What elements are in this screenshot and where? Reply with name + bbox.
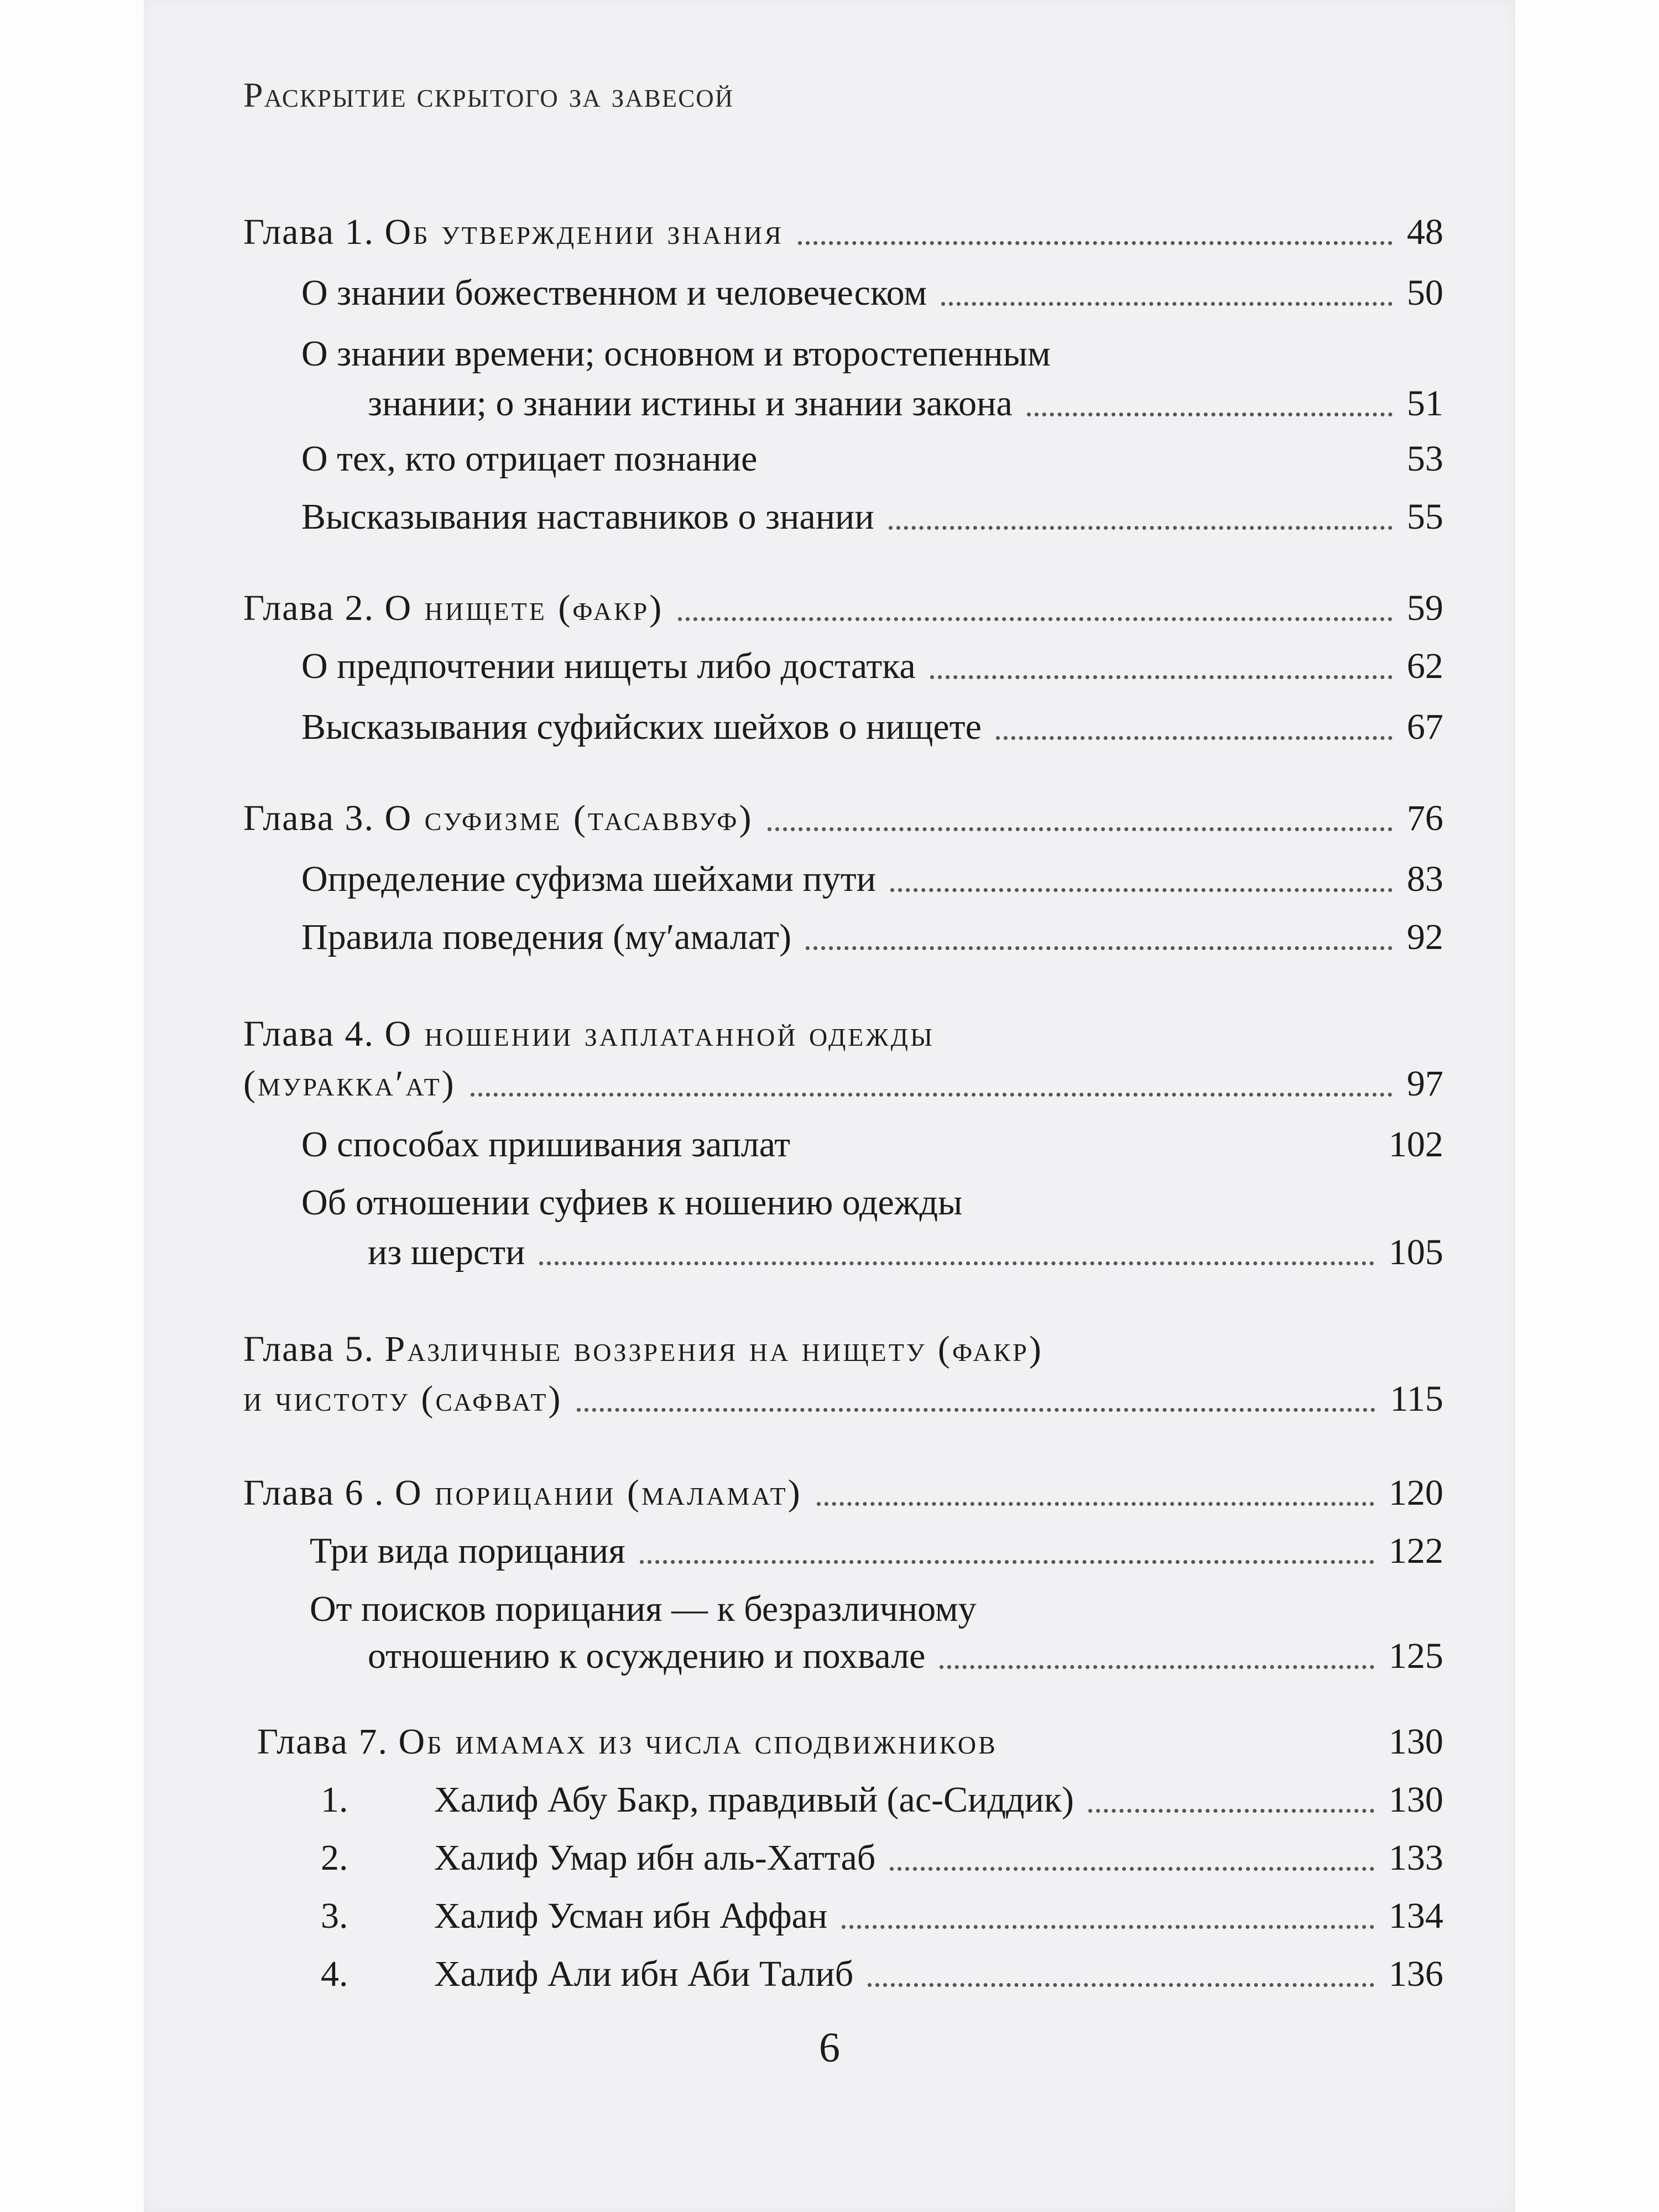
entry-title: Халиф Али ибн Аби Талиб [434, 1954, 854, 1994]
chapter-title: О нищете (факр) [384, 588, 664, 628]
page-ref: 134 [1389, 1896, 1443, 1936]
dot-leader [996, 736, 1392, 740]
page-ref: 76 [1407, 798, 1443, 838]
chapter-prefix: Глава 4. [243, 1014, 375, 1054]
toc-entry [301, 1123, 1443, 1167]
toc-chapter-2 [243, 586, 1443, 630]
toc-entry [301, 705, 1443, 749]
dot-leader [940, 1665, 1374, 1669]
toc-entry [321, 1778, 1443, 1822]
chapter-title: О ношении заплатанной одежды [384, 1014, 935, 1054]
dot-leader [842, 1925, 1374, 1929]
dot-leader [1027, 413, 1392, 416]
entry-number: 3. [321, 1896, 348, 1936]
toc-entry [368, 382, 1443, 426]
chapter-title: Об имамах из числа сподвижников [398, 1721, 998, 1762]
toc-entry [321, 1836, 1443, 1880]
page-ref: 133 [1389, 1838, 1443, 1878]
page-ref: 130 [1389, 1780, 1443, 1820]
entry-title: О способах пришивания заплат [301, 1124, 791, 1165]
page-ref: 97 [1407, 1063, 1443, 1104]
page-ref: 53 [1407, 439, 1443, 479]
chapter-title: О суфизме (тасаввуф) [384, 798, 754, 838]
toc-chapter-3 [243, 796, 1443, 841]
dot-leader [806, 946, 1392, 950]
dot-leader [868, 1983, 1374, 1987]
page-ref: 67 [1407, 707, 1443, 747]
chapter-prefix: Глава 1. [243, 212, 375, 252]
dot-leader [890, 1867, 1374, 1871]
page-ref: 115 [1390, 1379, 1443, 1419]
toc-entry [310, 1529, 1443, 1573]
toc-chapter-5-line-1 [243, 1327, 1044, 1371]
dot-leader [889, 526, 1392, 530]
page-ref: 130 [1389, 1721, 1443, 1762]
chapter-title-line-2: (мураккаʹат) [243, 1063, 456, 1104]
page-ref: 51 [1407, 383, 1443, 424]
dot-leader [771, 468, 1392, 472]
entry-number: 1. [321, 1780, 348, 1820]
toc-entry [301, 857, 1443, 901]
dot-leader [640, 1560, 1374, 1564]
entry-number: 2. [321, 1838, 348, 1878]
page-ref: 125 [1389, 1636, 1443, 1676]
dot-leader [1088, 1809, 1374, 1813]
page-ref: 83 [1407, 859, 1443, 899]
entry-title: О тех, кто отрицает познание [301, 439, 758, 479]
chapter-prefix: Глава 6 . [243, 1473, 385, 1513]
page-ref: 62 [1407, 646, 1443, 686]
toc-chapter-5 [243, 1377, 1443, 1421]
chapter-title: О порицании (маламат) [395, 1473, 802, 1513]
entry-title-line-1: О знании времени; основном и второстепенным [301, 333, 1051, 374]
toc-chapter-1 [243, 210, 1443, 254]
chapter-prefix: Глава 5. [243, 1329, 375, 1369]
entry-title-line-2: отношению к осуждению и похвале [368, 1636, 926, 1676]
toc-entry [301, 644, 1443, 688]
page-ref: 48 [1407, 212, 1443, 252]
entry-title-line-2: из шерсти [368, 1232, 525, 1272]
dot-leader [817, 1502, 1374, 1506]
dot-leader [768, 827, 1392, 831]
dot-leader [539, 1261, 1374, 1265]
toc-entry [301, 495, 1443, 539]
entry-title: Халиф Абу Бакр, правдивый (ас-Сиддик) [434, 1780, 1074, 1820]
toc-chapter-6 [243, 1471, 1443, 1515]
toc-chapter-7 [257, 1720, 1443, 1764]
dot-leader [798, 241, 1392, 245]
toc-entry [321, 1952, 1443, 1996]
dot-leader [805, 1154, 1374, 1157]
entry-title: Халиф Усман ибн Аффан [434, 1896, 828, 1936]
dot-leader [930, 675, 1392, 679]
dot-leader [577, 1408, 1375, 1412]
chapter-title: Различные воззрения на нищету (факр) [384, 1329, 1044, 1369]
toc-entry [368, 1634, 1443, 1678]
toc-chapter-4 [243, 1062, 1443, 1106]
entry-title-line-1: Об отношении суфиев к ношению одежды [301, 1182, 963, 1223]
page-number: 6 [819, 2025, 840, 2071]
toc-entry [301, 915, 1443, 959]
page-ref: 122 [1389, 1531, 1443, 1571]
entry-number: 4. [321, 1954, 348, 1994]
dot-leader [890, 888, 1392, 892]
toc-chapter-4-line-1 [243, 1012, 935, 1056]
entry-title: Определение суфизма шейхами пути [301, 859, 876, 899]
chapter-prefix: Глава 7. [257, 1721, 389, 1762]
toc-entry [301, 437, 1443, 481]
chapter-prefix: Глава 3. [243, 798, 375, 838]
entry-title: Высказывания наставников о знании [301, 497, 874, 537]
chapter-title-line-2: и чистоту (сафват) [243, 1379, 563, 1419]
chapter-prefix: Глава 2. [243, 588, 375, 628]
page-ref: 55 [1407, 497, 1443, 537]
entry-title-line-1: От поисков порицания — к безразличному [310, 1589, 977, 1629]
dot-leader [941, 302, 1392, 306]
entry-title: О знании божественном и человеческом [301, 273, 927, 313]
running-head: Раскрытие скрытого за завесой [243, 75, 734, 114]
entry-title: Халиф Умар ибн аль-Хаттаб [434, 1838, 876, 1878]
page-ref: 102 [1389, 1124, 1443, 1165]
toc-entry [368, 1230, 1443, 1275]
dot-leader [1012, 1751, 1374, 1755]
entry-title: Три вида порицания [310, 1531, 625, 1571]
page-ref: 92 [1407, 917, 1443, 957]
page-ref: 105 [1389, 1232, 1443, 1272]
entry-title: Правила поведения (муʹамалат) [301, 917, 792, 957]
entry-title: Высказывания суфийских шейхов о нищете [301, 707, 982, 747]
toc-entry [301, 271, 1443, 315]
toc-entry [321, 1894, 1443, 1938]
page-ref: 120 [1389, 1473, 1443, 1513]
entry-title-line-2: знании; о знании истины и знании закона [368, 383, 1013, 424]
dot-leader [471, 1093, 1392, 1097]
page-ref: 59 [1407, 588, 1443, 628]
dot-leader [678, 617, 1392, 621]
page-ref: 136 [1389, 1954, 1443, 1994]
chapter-title: Об утверждении знания [384, 212, 784, 252]
page-ref: 50 [1407, 273, 1443, 313]
entry-title: О предпочтении нищеты либо достатка [301, 646, 916, 686]
